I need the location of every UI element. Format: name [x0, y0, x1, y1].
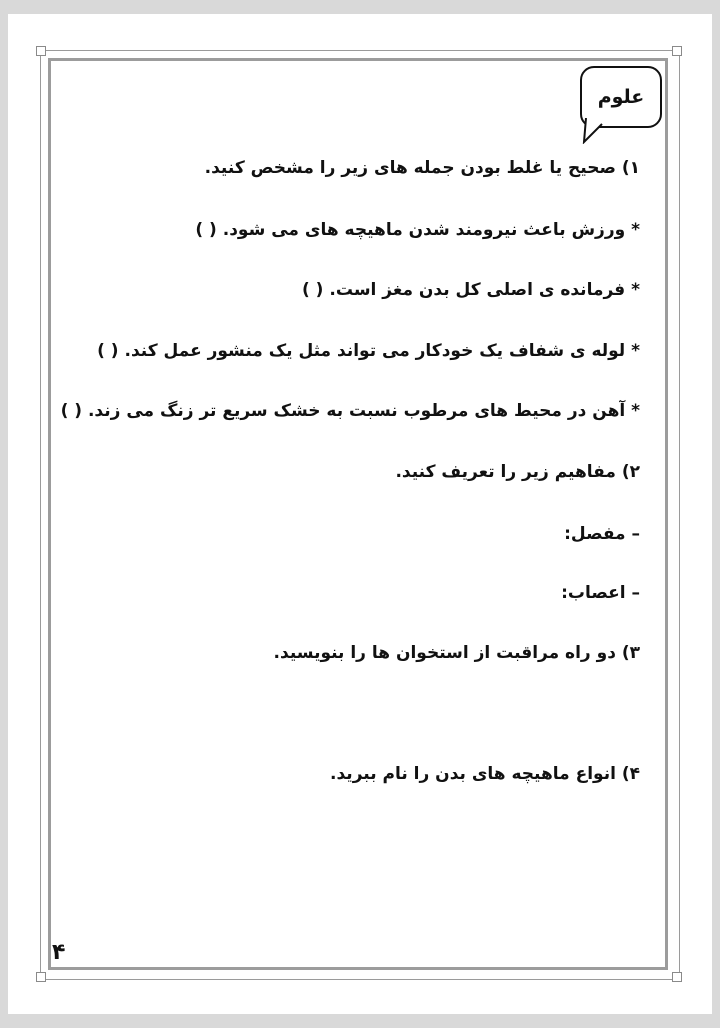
- statement-text: * فرمانده ی اصلی کل بدن مغز است.: [329, 280, 640, 300]
- q2-heading: ۲) مفاهیم زیر را تعریف کنید.: [395, 462, 640, 482]
- border-corner-top-left: [36, 46, 46, 56]
- q1-item-3: [97, 341, 640, 361]
- q1-heading: ۱) صحیح یا غلط بودن جمله های زیر را مشخص کنید.: [204, 158, 640, 178]
- border-corner-top-right: [672, 46, 682, 56]
- q1-item-1: [195, 220, 640, 240]
- q4-heading: ۴) انواع ماهیچه های بدن را نام ببرید.: [330, 764, 640, 784]
- answer-blank[interactable]: ( ): [301, 280, 324, 300]
- statement-text: * لوله ی شفاف یک خودکار می تواند مثل یک منشور عمل کند.: [124, 341, 640, 361]
- q1-item-4: [61, 401, 640, 421]
- q2-term-1: – مفصل:: [564, 524, 640, 544]
- q1-item-2: [302, 280, 640, 300]
- subject-label: علوم: [597, 86, 645, 108]
- answer-blank[interactable]: ( ): [60, 401, 83, 421]
- border-corner-bottom-left: [36, 972, 46, 982]
- q2-term-2: – اعصاب:: [561, 583, 640, 603]
- statement-text: * ورزش باعث نیرومند شدن ماهیچه های می شود.: [222, 220, 640, 240]
- border-corner-bottom-right: [672, 972, 682, 982]
- answer-blank[interactable]: ( ): [97, 341, 119, 361]
- speech-bubble-tail-icon: [582, 118, 604, 144]
- page-number: ۴: [52, 940, 66, 965]
- statement-text: * آهن در محیط های مرطوب نسبت به خشک سریع تر زنگ می زند.: [87, 401, 640, 421]
- answer-blank[interactable]: ( ): [195, 220, 217, 240]
- q3-heading: ۳) دو راه مراقبت از استخوان ها را بنویسید.: [273, 643, 640, 663]
- page-border-inner: [48, 58, 668, 970]
